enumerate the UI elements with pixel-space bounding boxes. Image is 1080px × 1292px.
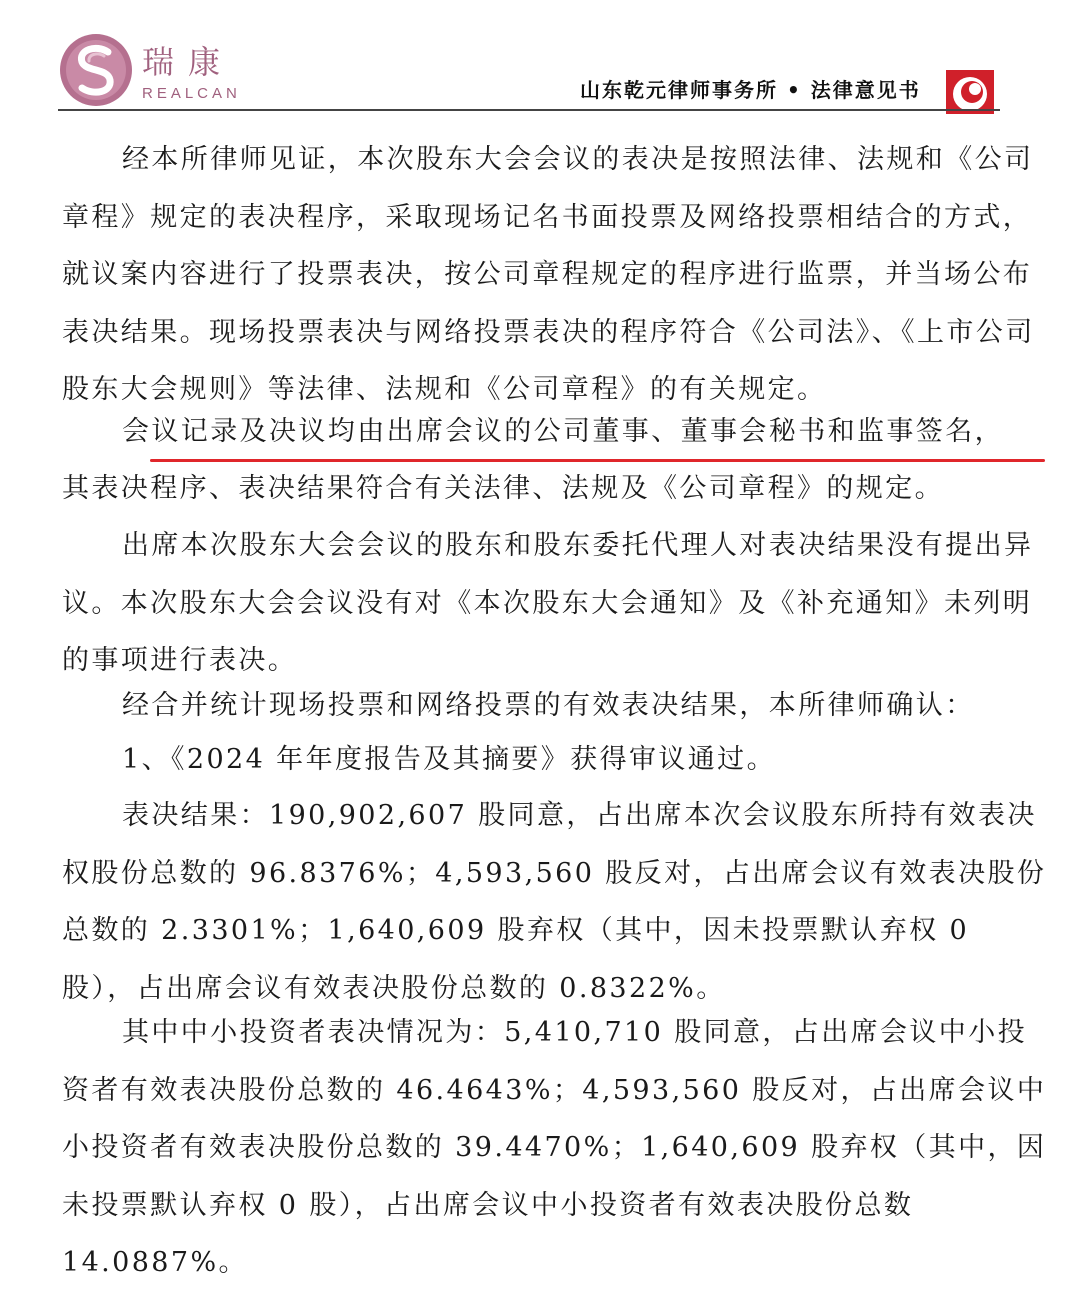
document-header-title: 山东乾元律师事务所 • 法律意见书 — [580, 78, 921, 102]
paragraph-voting-procedure: 经本所律师见证，本次股东大会会议的表决是按照法律、法规和《公司章程》规定的表决程序，采取现场记名书面投票及网络投票相结合的方式，就议案内容进行了投票表决，按公司章程规定的程序进行监票，并当场公布表决结果。现场投票表决与网络投票表决的程序符合《公司法》、《上市公司股东大会规则》等法律、法规和《公司章程》的有关规定。 — [62, 144, 1035, 405]
paragraph-confirmation: 经合并统计现场投票和网络投票的有效表决结果，本所律师确认： — [122, 690, 975, 721]
firm-emblem-icon — [940, 62, 1000, 122]
paragraph-minority-voting-result: 其中中小投资者表决情况为：5,410,710 股同意，占出席会议中小投资者有效表决股份总数的 46.4643%；4,593,560 股反对，占出席会议中小投资者有效表决股份总数的 39.4470%；1,640,609 股弃权（其中，因未投票默认弃权 0 股），占出席会议中小投资者有效表决股份总数 14.0887%。 — [62, 1017, 1047, 1278]
header-divider — [58, 109, 1000, 111]
logo-chinese-name: 瑞康 — [142, 43, 235, 81]
resolution-item-1: 1、《2024 年年度报告及其摘要》获得审议通过。 — [122, 744, 776, 775]
paragraph-voting-result: 表决结果：190,902,607 股同意，占出席本次会议股东所持有效表决权股份总数的 96.8376%；4,593,560 股反对，占出席会议有效表决股份总数的 2.3301%；1,640,609 股弃权（其中，因未投票默认弃权 0 股），占出席会议有效表决股份总数的 0.8322%。 — [62, 800, 1047, 1004]
logo-english-name: REALCAN — [142, 85, 241, 102]
paragraph-no-objection: 出席本次股东大会会议的股东和股东委托代理人对表决结果没有提出异议。本次股东大会会议没有对《本次股东大会通知》及《补充通知》未列明的事项进行表决。 — [62, 530, 1034, 676]
paragraph-signature-line1: 会议记录及决议均由出席会议的公司董事、董事会秘书和监事签名， — [122, 416, 1004, 447]
realcan-logo-icon — [58, 32, 134, 108]
paragraph-signature-line2: 其表决程序、表决结果符合有关法律、法规及《公司章程》的规定。 — [62, 473, 944, 504]
